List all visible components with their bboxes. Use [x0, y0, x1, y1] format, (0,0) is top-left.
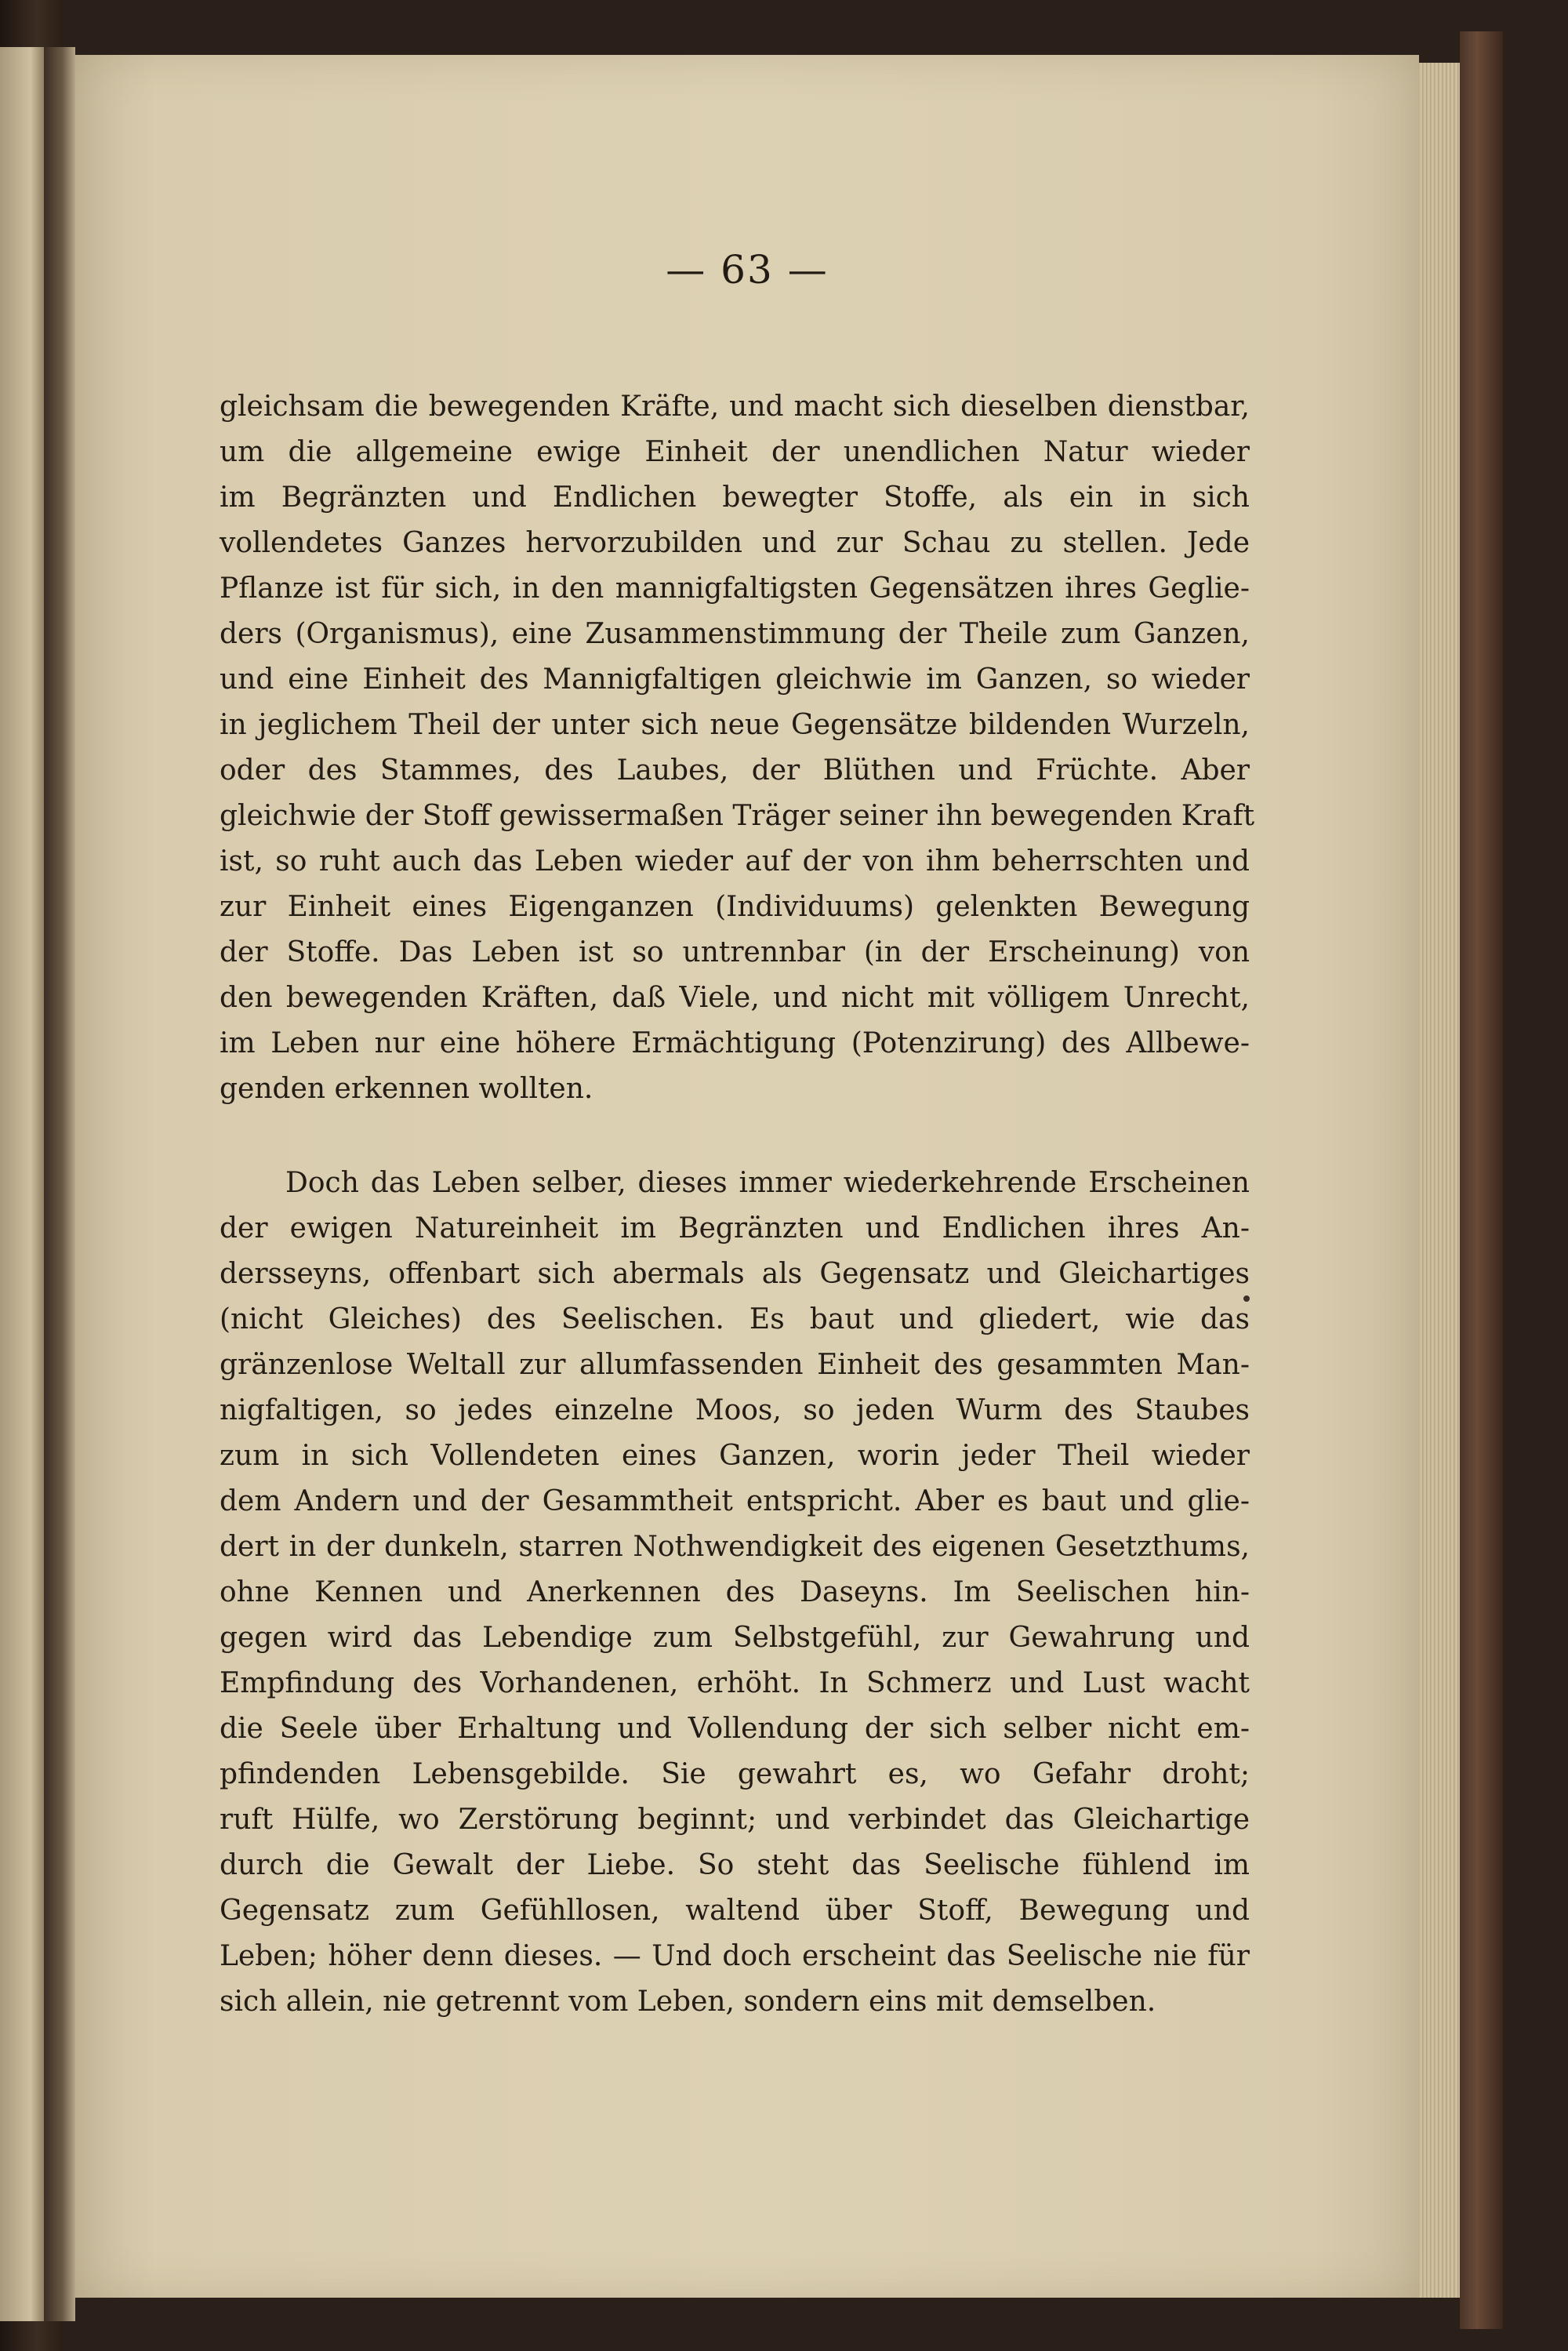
text-line: genden erkennen wollten.	[220, 1073, 593, 1105]
text-line: der Stoffe. Das Leben ist so untrennbar (in der Erscheinung) von	[220, 936, 1250, 968]
previous-page-edge	[0, 47, 44, 2321]
text-line: in jeglichem Theil der unter sich neue Gegensätze bildenden Wurzeln,	[220, 709, 1250, 741]
page-block-edge	[1419, 63, 1460, 2298]
text-line: ders (Organismus), eine Zusammenstimmung der Theile zum Ganzen,	[220, 618, 1250, 650]
text-line: dem Andern und der Gesammtheit entspricht. Aber es baut und glie-	[220, 1485, 1250, 1517]
ink-speck	[1243, 1295, 1250, 1302]
text-line: gleichsam die bewegenden Kräfte, und macht sich dieselben dienstbar,	[220, 391, 1250, 423]
page-gutter	[44, 47, 75, 2321]
text-line: der ewigen Natureinheit im Begränzten und Endlichen ihres An-	[220, 1212, 1250, 1245]
text-line: nigfaltigen, so jedes einzelne Moos, so jeden Wurm des Staubes	[220, 1394, 1250, 1426]
text-line: und eine Einheit des Mannigfaltigen gleichwie im Ganzen, so wieder	[220, 663, 1250, 696]
paragraph-1	[220, 384, 1255, 1112]
text-line: dert in der dunkeln, starren Nothwendigkeit des eigenen Gesetzthums,	[220, 1531, 1250, 1563]
paragraph-2	[220, 1161, 1250, 2025]
text-line: im Leben nur eine höhere Ermächtigung (Potenzirung) des Allbewe-	[220, 1027, 1250, 1059]
text-line: oder des Stammes, des Laubes, der Blüthen und Früchte. Aber	[220, 754, 1250, 787]
text-line: Doch das Leben selber, dieses immer wiederkehrende Erscheinen	[285, 1167, 1250, 1199]
text-line: Leben; höher denn dieses. — Und doch erscheint das Seelische nie für	[220, 1940, 1250, 1972]
text-line: gegen wird das Lebendige zum Selbstgefühl, zur Gewahrung und	[220, 1622, 1250, 1654]
text-line: dersseyns, offenbart sich abermals als Gegensatz und Gleichartiges	[220, 1258, 1250, 1290]
text-line: den bewegenden Kräften, daß Viele, und nicht mit völligem Unrecht,	[220, 982, 1250, 1014]
text-line: Gegensatz zum Gefühllosen, waltend über Stoff, Bewegung und	[220, 1895, 1250, 1927]
text-line: vollendetes Ganzes hervorzubilden und zur Schau zu stellen. Jede	[220, 527, 1250, 559]
text-line: um die allgemeine ewige Einheit der unendlichen Natur wieder	[220, 436, 1250, 468]
text-line: die Seele über Erhaltung und Vollendung der sich selber nicht em-	[220, 1713, 1250, 1745]
text-line: ist, so ruht auch das Leben wieder auf der von ihm beherrschten und	[220, 845, 1250, 878]
book-page	[75, 55, 1419, 2298]
text-line: gränzenlose Weltall zur allumfassenden Einheit des gesammten Man-	[220, 1349, 1250, 1381]
text-line: im Begränzten und Endlichen bewegter Stoffe, als ein in sich	[220, 481, 1250, 514]
text-line: Empfindung des Vorhandenen, erhöht. In Schmerz und Lust wacht	[220, 1667, 1250, 1699]
text-line: pfindenden Lebensgebilde. Sie gewahrt es, wo Gefahr droht;	[220, 1758, 1250, 1790]
text-line: durch die Gewalt der Liebe. So steht das Seelische fühlend im	[220, 1849, 1250, 1881]
page-number: — 63 —	[666, 247, 829, 293]
text-line: sich allein, nie getrennt vom Leben, sondern eins mit demselben.	[220, 1986, 1156, 2018]
text-line: zum in sich Vollendeten eines Ganzen, worin jeder Theil wieder	[220, 1440, 1250, 1472]
cover-edge	[1460, 31, 1503, 2329]
text-line: gleichwie der Stoff gewissermaßen Träger seiner ihn bewegenden Kraft	[220, 800, 1255, 832]
text-line: ruft Hülfe, wo Zerstörung beginnt; und verbindet das Gleichartige	[220, 1804, 1250, 1836]
text-line: zur Einheit eines Eigenganzen (Individuums) gelenkten Bewegung	[220, 891, 1250, 923]
text-line: (nicht Gleiches) des Seelischen. Es baut und gliedert, wie das	[220, 1303, 1250, 1335]
text-line: Pflanze ist für sich, in den mannigfaltigsten Gegensätzen ihres Geglie-	[220, 572, 1250, 605]
text-line: ohne Kennen und Anerkennen des Daseyns. Im Seelischen hin-	[220, 1576, 1250, 1608]
